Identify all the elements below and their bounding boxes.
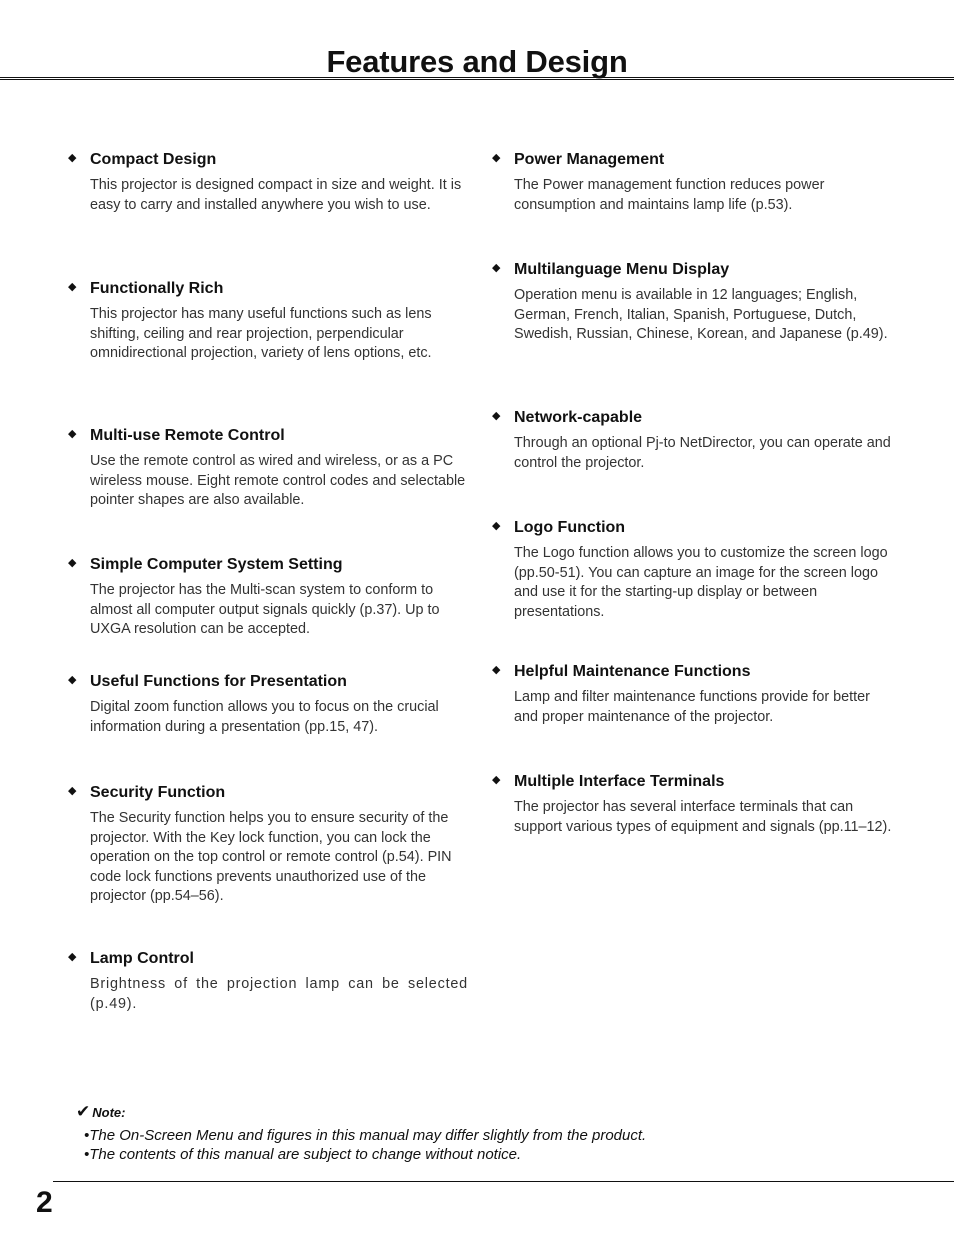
note-box: [76, 1102, 876, 1164]
title-rule: [0, 77, 954, 80]
feature-body: The projector has several interface terminals that can support various types of equipment and signals (pp.11–12).: [514, 799, 892, 835]
feature-network-capable: [492, 408, 892, 473]
feature-heading: Helpful Maintenance Functions: [514, 663, 751, 680]
feature-functionally-rich: [68, 279, 468, 364]
feature-multi-use-remote-control: [68, 426, 468, 511]
feature-body: The Security function helps you to ensure security of the projector. With the Key lock function, you can lock the operation on the top control or remote control (p.54). PIN code lock functions prevents unauthorized use of the projector (pp.54–56).: [90, 810, 452, 904]
diamond-bullet-icon: ◆: [68, 281, 77, 293]
feature-heading: Network-capable: [514, 409, 643, 426]
feature-heading: Multiple Interface Terminals: [514, 773, 725, 790]
footer-rule: [53, 1181, 954, 1182]
diamond-bullet-icon: ◆: [492, 262, 501, 274]
diamond-bullet-icon: ◆: [68, 951, 77, 963]
page-number: 2: [36, 1186, 53, 1219]
feature-body: Digital zoom function allows you to focus on the crucial information during a presentation (pp.15, 47).: [90, 699, 439, 735]
feature-heading: Multilanguage Menu Display: [514, 261, 730, 278]
feature-body: The Logo function allows you to customize the screen logo (pp.50-51). You can capture an image for the screen logo and use it for the starting-up display or between presentations.: [514, 545, 888, 620]
feature-security-function: [68, 783, 468, 907]
feature-multilanguage-menu-display: [492, 260, 892, 345]
feature-heading: Power Management: [514, 151, 665, 168]
note-item: •The contents of this manual are subject to change without notice.: [84, 1145, 522, 1163]
feature-body: This projector is designed compact in size and weight. It is easy to carry and installed anywhere you wish to use.: [90, 177, 462, 213]
feature-multiple-interface-terminals: [492, 772, 892, 837]
diamond-bullet-icon: ◆: [492, 774, 501, 786]
diamond-bullet-icon: ◆: [68, 428, 77, 440]
checkmark-icon: ✔: [76, 1102, 91, 1121]
feature-power-management: [492, 150, 892, 215]
feature-helpful-maintenance-functions: [492, 662, 892, 727]
note-heading: [76, 1102, 876, 1122]
page-title: Features and Design: [326, 44, 628, 79]
diamond-bullet-icon: ◆: [492, 664, 501, 676]
feature-heading: Compact Design: [90, 151, 217, 168]
feature-body: The Power management function reduces power consumption and maintains lamp life (p.53).: [514, 177, 825, 213]
feature-logo-function: [492, 518, 892, 622]
diamond-bullet-icon: ◆: [492, 520, 501, 532]
feature-heading: Lamp Control: [90, 950, 194, 967]
feature-heading: Security Function: [90, 784, 226, 801]
diamond-bullet-icon: ◆: [492, 152, 501, 164]
diamond-bullet-icon: ◆: [68, 557, 77, 569]
feature-body: The projector has the Multi-scan system to conform to almost all computer output signals quickly (p.37). Up to UXGA resolution can be accepted.: [90, 582, 440, 637]
note-label: Note:: [92, 1105, 126, 1120]
diamond-bullet-icon: ◆: [68, 152, 77, 164]
feature-body: Use the remote control as wired and wireless, or as a PC wireless mouse. Eight remote control codes and selectable pointer shapes are also available.: [90, 453, 466, 508]
feature-compact-design: [68, 150, 468, 215]
note-item: •The On-Screen Menu and figures in this manual may differ slightly from the product.: [84, 1127, 647, 1144]
diamond-bullet-icon: ◆: [492, 410, 501, 422]
feature-simple-computer-system-setting: [68, 555, 468, 640]
feature-useful-functions-for-presentation: [68, 672, 468, 737]
feature-body: This projector has many useful functions such as lens shifting, ceiling and rear projection, perpendicular omnidirectional projection, variety of lens options, etc.: [90, 306, 432, 361]
feature-body: Lamp and filter maintenance functions provide for better and proper maintenance of the projector.: [514, 689, 870, 725]
diamond-bullet-icon: ◆: [68, 674, 77, 686]
feature-heading: Logo Function: [514, 519, 626, 536]
feature-heading: Useful Functions for Presentation: [90, 673, 347, 690]
feature-heading: Simple Computer System Setting: [90, 556, 343, 573]
feature-heading: Functionally Rich: [90, 280, 224, 297]
feature-body: Brightness of the projection lamp can be selected (p.49).: [90, 976, 468, 1012]
feature-lamp-control: [68, 949, 468, 1014]
feature-body: Through an optional Pj-to NetDirector, you can operate and control the projector.: [514, 435, 891, 471]
feature-heading: Multi-use Remote Control: [90, 427, 285, 444]
diamond-bullet-icon: ◆: [68, 785, 77, 797]
feature-body: Operation menu is available in 12 languages; English, German, French, Italian, Spanish, Portuguese, Dutch, Swedish, Russian, Chinese, Korean, and Japanese (p.49).: [514, 287, 888, 342]
